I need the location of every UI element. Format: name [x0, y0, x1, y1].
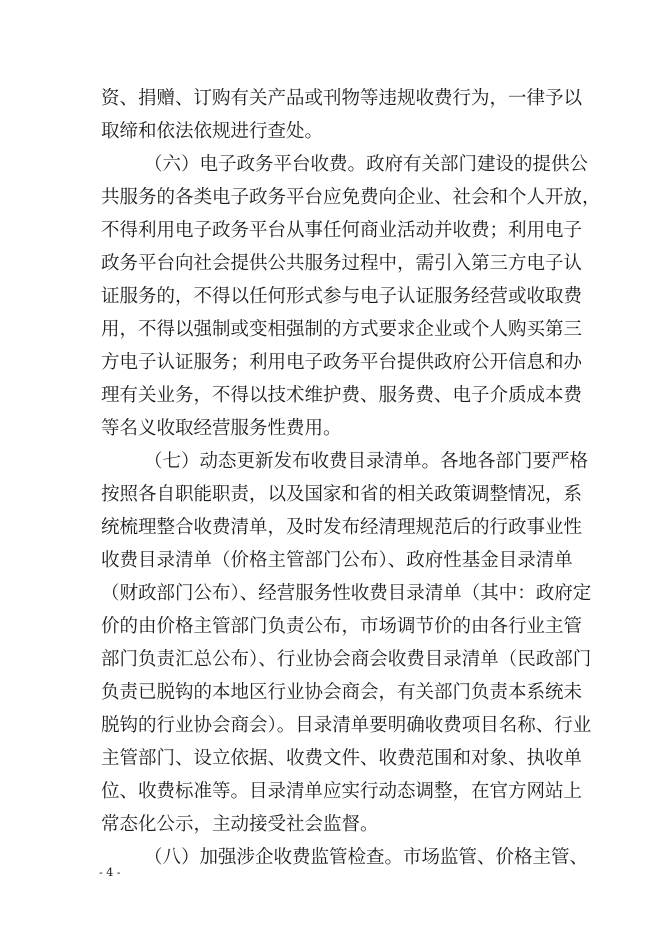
body-text-line: 收费目录清单（价格主管部门公布）、政府性基金目录清单 — [101, 550, 573, 571]
body-text-line: 等名义收取经营服务性费用。 — [101, 418, 342, 439]
body-text-line: 证服务的，不得以任何形式参与电子认证服务经营或收取费 — [101, 286, 583, 307]
body-text-line: 政务平台向社会提供公共服务过程中，需引入第三方电子认 — [101, 253, 583, 274]
body-text-line: 价的由价格主管部门负责公布，市场调节价的由各行业主管 — [101, 616, 583, 637]
body-text-line: 共服务的各类电子政务平台应免费向企业、社会和个人开放， — [101, 187, 601, 208]
section-heading-line: （八）加强涉企收费监管检查。市场监管、价格主管、 — [144, 847, 589, 868]
body-text-line: 位、收费标准等。目录清单应实行动态调整，在官方网站上 — [101, 781, 583, 802]
body-text-line: 主管部门、设立依据、收费文件、收费范围和对象、执收单 — [101, 748, 583, 769]
body-text-line: 统梳理整合收费清单，及时发布经清理规范后的行政事业性 — [101, 517, 583, 538]
body-text-line: 按照各自职能职责，以及国家和省的相关政策调整情况，系 — [101, 484, 583, 505]
body-text-line: 常态化公示，主动接受社会监督。 — [101, 814, 379, 835]
page-number: - 4 - — [99, 866, 121, 879]
body-text-line: （财政部门公布）、经营服务性收费目录清单（其中：政府定 — [101, 583, 592, 604]
body-text-line: 脱钩的行业协会商会）。目录清单要明确收费项目名称、行业 — [101, 715, 592, 736]
section-heading-line: （六）电子政务平台收费。政府有关部门建设的提供公 — [144, 154, 589, 175]
body-text-line: 资、捐赠、订购有关产品或刊物等违规收费行为，一律予以 — [101, 88, 583, 109]
body-text-line: 方电子认证服务；利用电子政务平台提供政府公开信息和办 — [101, 352, 583, 373]
section-heading-line: （七）动态更新发布收费目录清单。各地各部门要严格 — [144, 451, 589, 472]
body-text-line: 不得利用电子政务平台从事任何商业活动并收费；利用电子 — [101, 220, 583, 241]
body-text-line: 部门负责汇总公布）、行业协会商会收费目录清单（民政部门 — [101, 649, 592, 670]
body-text-line: 用，不得以强制或变相强制的方式要求企业或个人购买第三 — [101, 319, 583, 340]
body-text-line: 理有关业务，不得以技术维护费、服务费、电子介质成本费 — [101, 385, 583, 406]
body-text-line: 负责已脱钩的本地区行业协会商会，有关部门负责本系统未 — [101, 682, 583, 703]
body-text-line: 取缔和依法依规进行查处。 — [101, 121, 324, 142]
